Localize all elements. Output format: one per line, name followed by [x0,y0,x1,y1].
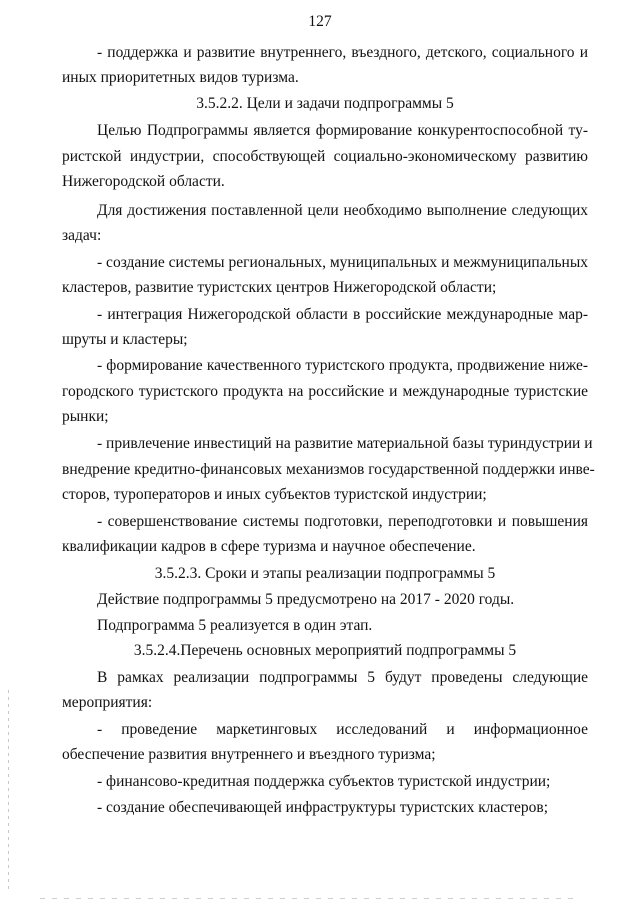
list-item-line: - интеграция Нижегородской области в российские международные мар- [97,306,588,323]
paragraph-line: Целью Подпрограммы является формирование конкурентоспособной ту- [97,122,588,139]
list-item-line: городского туристского продукта на российские и международные туристские [62,383,588,400]
paragraph-line: задач: [62,227,102,244]
paragraph-line: Для достижения поставленной цели необходимо выполнение следующих [97,202,588,219]
list-item-line: - проведение маркетинговых исследований и информационное [97,721,588,738]
paragraph-line: иных приоритетных видов туризма. [62,69,299,86]
paragraph-line: Действие подпрограммы 5 предусмотрено на 2017 - 2020 годы. [97,591,515,608]
paragraph-line: мероприятия: [62,694,153,711]
page-number: 127 [308,13,332,30]
list-item-line: внедрение кредитно-финансовых механизмов государственной поддержки инве- [62,461,595,478]
section-heading: 3.5.2.3. Сроки и этапы реализации подпрограммы 5 [154,565,496,582]
section-heading: 3.5.2.4.Перечень основных мероприятий подпрограммы 5 [133,642,517,659]
list-item-line: - формирование качественного туристского продукта, продвижение ниже- [97,357,588,374]
paragraph-line: ристской индустрии, способствующей социально-экономическому развитию [62,148,588,165]
list-item-line: - совершенствование системы подготовки, переподготовки и повышения [97,513,588,530]
section-heading: 3.5.2.2. Цели и задачи подпрограммы 5 [196,95,454,112]
scan-edge-bottom [40,898,580,899]
paragraph-line: - поддержка и развитие внутреннего, въездного, детского, социального и [97,44,588,61]
list-item-line: шруты и кластеры; [62,331,188,348]
list-item-line: сторов, туроператоров и иных субъектов туристской индустрии; [62,486,487,503]
paragraph-line: В рамках реализации подпрограммы 5 будут проведены следующие [97,669,588,686]
list-item-line: кластеров, развитие туристских центров Нижегородской области; [62,279,497,296]
list-item-line: - финансово-кредитная поддержка субъектов туристской индустрии; [97,773,551,790]
list-item-line: - создание обеспечивающей инфраструктуры туристских кластеров; [97,799,549,816]
scan-edge-left [8,690,9,890]
list-item-line: - привлечение инвестиций на развитие материальной базы туриндустрии и [97,435,593,452]
list-item-line: - создание системы региональных, муниципальных и межмуниципальных [97,254,588,271]
list-item-line: обеспечение развития внутреннего и въездного туризма; [62,746,436,763]
list-item-line: рынки; [62,408,109,425]
paragraph-line: Подпрограмма 5 реализуется в один этап. [97,617,373,634]
list-item-line: квалификации кадров в сфере туризма и научное обеспечение. [62,538,476,555]
paragraph-line: Нижегородской области. [62,173,225,190]
